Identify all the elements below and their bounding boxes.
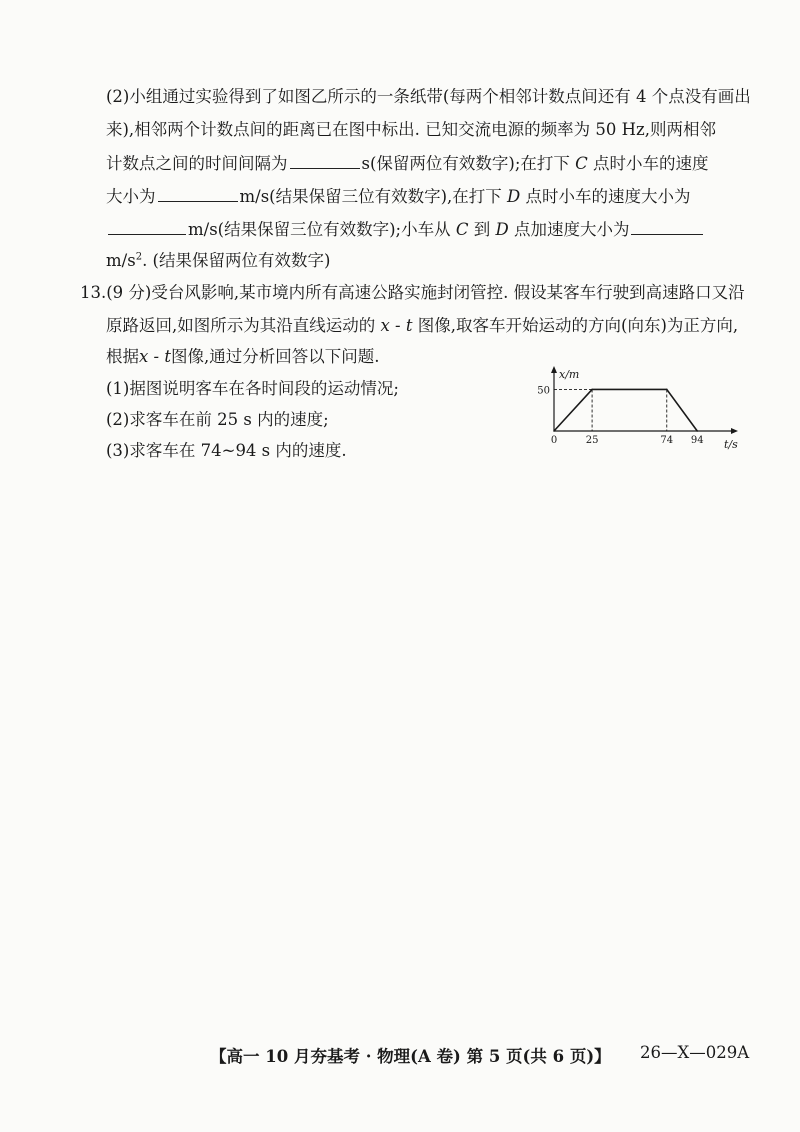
point-label-c: C — [575, 154, 588, 173]
sub-question-2: (2)求客车在前 25 s 内的速度; — [106, 410, 329, 429]
xt-graph — [530, 365, 745, 460]
q13-line-2 — [106, 315, 746, 337]
page-footer — [210, 1043, 750, 1067]
q13-text: (9 分)受台风影响,某市境内所有高速公路实施封闭管控. 假设某客车行驶到高速路口又沿 — [106, 283, 745, 302]
part2-line-6 — [106, 250, 746, 272]
part2-line-4 — [106, 185, 746, 208]
part2-text: s(保留两位有效数字);在打下 — [361, 154, 570, 173]
point-label-d: D — [507, 187, 521, 206]
data-point — [553, 430, 555, 432]
answer-blank-velocity-d[interactable] — [108, 218, 186, 235]
part2-line-5 — [106, 218, 746, 241]
part2-text: m/s(结果保留三位有效数字);小车从 — [188, 220, 451, 239]
x-axis-label: t/s — [724, 438, 738, 451]
part2-line-2: 来),相邻两个计数点间的距离已在图中标出. 已知交流电源的频率为 50 Hz,则两相邻 — [106, 120, 716, 139]
answer-blank-interval[interactable] — [290, 152, 360, 169]
part2-text: 点时小车的速度大小为 — [525, 187, 691, 206]
part2-text: 到 — [473, 220, 491, 239]
q13-text: 原路返回,如图所示为其沿直线运动的 — [106, 316, 376, 335]
part2-text: m/s(结果保留三位有效数字),在打下 — [239, 187, 502, 206]
q13-text: 根据 — [106, 347, 139, 366]
series-line — [554, 389, 697, 431]
part2-line-1: (2)小组通过实验得到了如图乙所示的一条纸带(每两个相邻计数点间还有 4 个点没有画出 — [106, 87, 751, 106]
q13-text: 图像,取客车开始运动的方向(向东)为正方向, — [417, 316, 739, 335]
unit-superscript: 2 — [135, 251, 143, 263]
sub-question-3: (3)求客车在 74~94 s 内的速度. — [106, 441, 347, 460]
data-point — [696, 430, 698, 432]
q13-text: 图像,通过分析回答以下问题. — [171, 347, 380, 366]
data-point — [591, 389, 593, 391]
x-tick-label: 25 — [585, 435, 599, 446]
y-axis-label: x/m — [559, 368, 580, 381]
xt-symbol: x - t — [139, 347, 172, 366]
data-point — [666, 389, 668, 391]
x-axis-arrow — [731, 428, 738, 434]
part2-text: 大小为 — [106, 187, 156, 206]
unit-text: m/s — [106, 251, 136, 270]
part2-text: . (结果保留两位有效数字) — [142, 251, 331, 270]
part2-text: 点时小车的速度 — [593, 154, 709, 173]
part2-text: 计数点之间的时间间隔为 — [106, 154, 288, 173]
part2-text: 点加速度大小为 — [513, 220, 630, 239]
x-tick-label: 74 — [660, 435, 674, 446]
part2-line-3 — [106, 152, 746, 175]
footer-title: 【高一 10 月夯基考 · 物理(A 卷) 第 5 页(共 6 页)】 — [210, 1047, 611, 1066]
sub-question-1: (1)据图说明客车在各时间段的运动情况; — [106, 379, 399, 398]
q13-line-1 — [80, 282, 750, 304]
answer-blank-velocity-c[interactable] — [158, 185, 238, 202]
x-tick-label: 0 — [550, 435, 558, 446]
point-label-c: C — [455, 220, 469, 239]
xt-symbol: x - t — [380, 316, 413, 335]
question-number: 13. — [80, 283, 107, 302]
point-label-d: D — [495, 220, 509, 239]
y-tick-label: 50 — [537, 385, 550, 397]
x-tick-label: 94 — [690, 435, 704, 446]
answer-blank-acceleration[interactable] — [631, 218, 703, 235]
footer-code: 26—X—029A — [640, 1043, 750, 1062]
y-axis-arrow — [551, 366, 557, 373]
